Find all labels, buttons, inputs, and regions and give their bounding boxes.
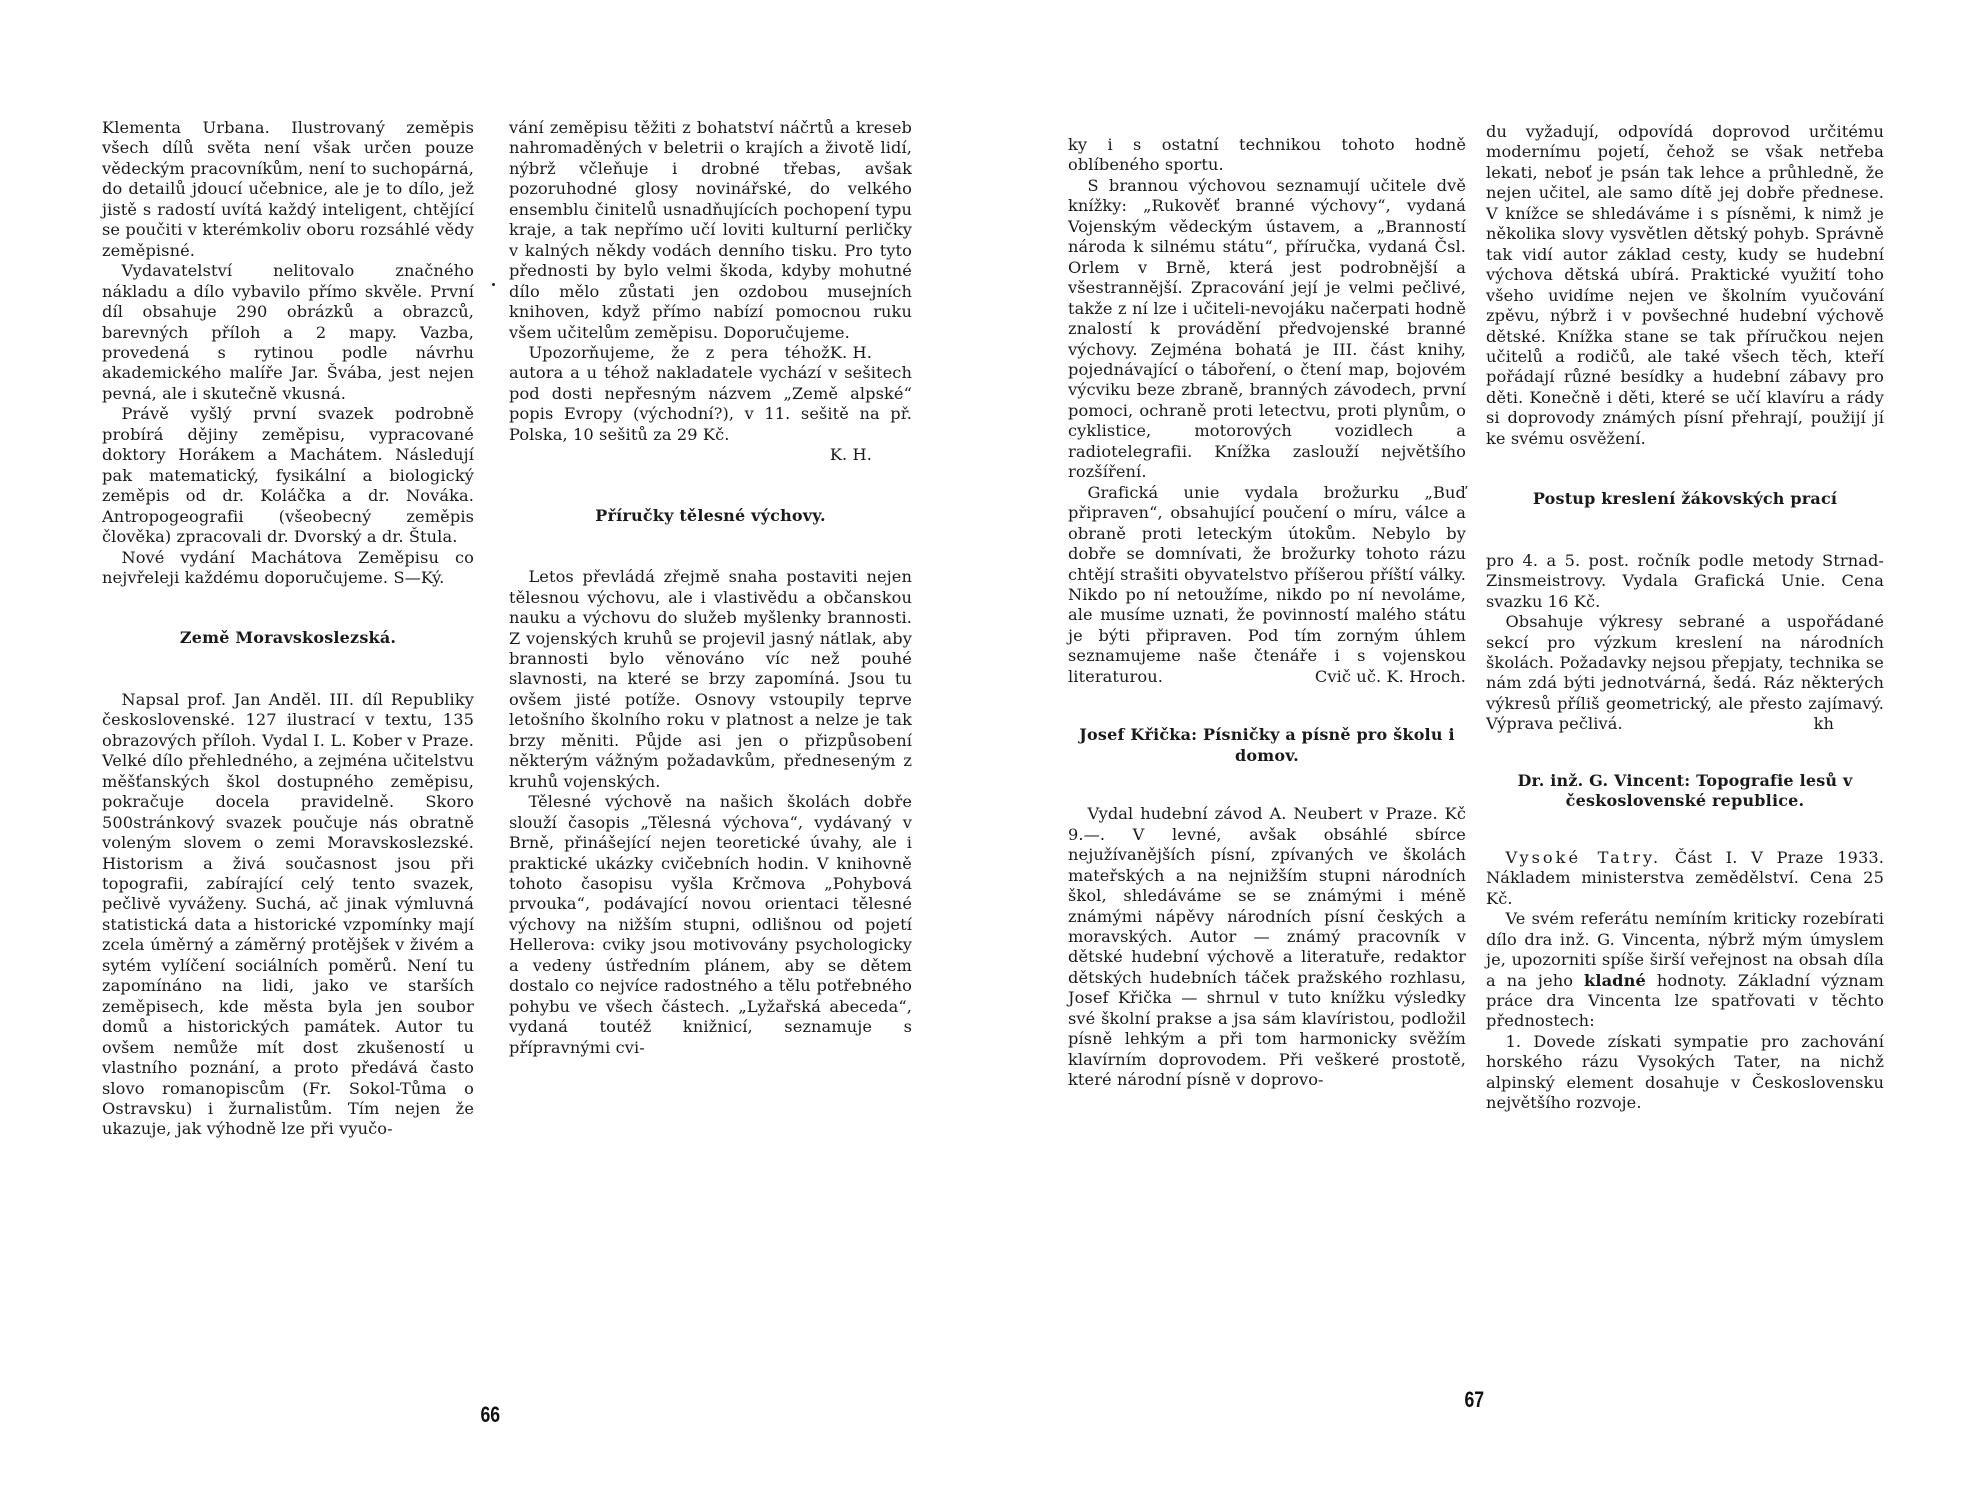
paragraph-text: Ve svém referátu nemíním kriticky rozebírati dílo dra inž. G. Vincenta, nýbrž mým úmyslem je, upozorniti spíše širší veřejnost na obsah díla a na jeho [1486, 909, 1884, 990]
page-number: 67 [1464, 1387, 1485, 1412]
signature: K. H. [829, 445, 872, 465]
paragraph: ky i s ostatní technikou tohoto hodně oblíbeného sportu. [1068, 135, 1466, 175]
section-heading: Dr. inž. G. Vincent: Topografie lesů v československé republice. [1517, 770, 1853, 811]
section-heading: Postup kreslení žákovských prací [1532, 489, 1838, 509]
page-66-column-1 [102, 118, 474, 1140]
page-67-column-1 [1068, 135, 1466, 1091]
paragraph: Klementa Urbana. Ilustrovaný zeměpis všech dílů světa není však určen pouze vědeckým pracovníkům, není to suchopárná, do detailů jdoucí učebnice, ale je to dílo, jež jistě s radostí uvítá každý inteligent, chtějící se poučiti v kterémkoliv oboru rozsáhlé vědy zeměpisné. [102, 118, 474, 260]
page-66-column-2 [509, 118, 912, 1058]
paragraph [1068, 483, 1466, 688]
section-heading: Josef Křička: Písničky a písně pro školu i domov. [1079, 725, 1455, 765]
page-number: 66 [480, 1402, 501, 1427]
paragraph: du vyžadují, odpovídá doprovod určitému modernímu pojetí, čehož se však netřeba lekati, neboť je psán tak lehce a průhledně, že nejen učitel, ale samo dítě jej dobře přednese. V knížce se shledáváme i s písněmi, k nimž je několika slovy vysvětlen dětský pohyb. Správně tak vidí autor základ cesty, kudy se hudební výchova dětská ubírá. Praktické využití toho všeho uvidíme nejen ve školním vyučování zpěvu, nýbrž i v povšechné hudební výchově dětské. Knížka stane se tak příručkou nejen učitelů a rodičů, ale také všech těch, kteří pořádají různé besídky a hudební zábavy pro děti. Konečně i děti, které se učí klavíru a rády si doprovody známých písní přehrají, použijí jí ke svému osvěžení. [1486, 122, 1884, 448]
paragraph: Vydavatelství nelitovalo značného nákladu a dílo vybavilo přímo skvěle. První díl obsahuje 290 obrázků a obrazců, barevných příloh a 2 mapy. Vazba, provedená s rytinou podle návrhu akademického malíře Jar. Švába, jest nejen pevná, ale i skutečně vkusná. [102, 261, 474, 403]
paragraph: Napsal prof. Jan Anděl. III. díl Republiky československé. 127 ilustrací v textu, 135 obrazových příloh. Vydal I. L. Kober v Praze. Velké dílo přehledného, a zejména učitelstvu měšťanských škol dostupného zeměpisu, pokračuje docela pravidelně. Skoro 500stránkový svazek poučuje nás obratně voleným slovem o zemi Moravskoslezské. Historism a živá současnost jsou při topografii, zabírající celý tento svazek, pečlivě vyváženy. Suchá, ač jinak výmluvná statistická data a historické vzpomínky mají zcela úměrný a záměrný protějšek v živém a sytém vylíčení sociálních poměrů. Není tu zapomínáno na lidi, jako ve starších zeměpisech, kde města byla jen soubor domů a historických památek. Autor tu ovšem nemůže mít dost zkušeností u vlastního poznání, a proto předává často slovo romanopiscům (Fr. Sokol-Tůma o Ostravsku) i žurnalistům. Tím nejen že ukazuje, jak výhodně lze při vyučo- [102, 689, 474, 1139]
signature: S—Ký. [393, 567, 445, 587]
page-right [981, 0, 1962, 1500]
section-heading: Země Moravskoslezská. [179, 628, 397, 648]
paragraph [1486, 848, 1884, 909]
paragraph: Letos převládá zřejmě snaha postaviti nejen tělesnou výchovu, ale i vlastivědu a občanskou nauku a výchovu do služeb myšlenky brannosti. Z vojenských kruhů se projevil jasný nátlak, aby brannosti bylo věnováno víc než pouhé slavnosti, na které se brzy zapomíná. Jsou tu ovšem jisté potíže. Osnovy vstoupily teprve letošního školního roku v platnost a nelze je tak brzy měniti. Půjde asi jen o přizpůsobení některým vážným požadavkům, předneseným z kruhů vojenských. [509, 567, 912, 791]
paragraph: Vydal hudební závod A. Neubert v Praze. Kč 9.—. V levné, avšak obsáhlé sbírce nejužívanějších písní, zpívaných ve školách mateřských a na nejnižším stupni národních škol, shledáváme se se známými i méně známými nápěvy národních písní českých a moravských. Autor — známý pracovník v dětské hudební výchově a literatuře, redaktor dětských hudebních táček pražského rozhlasu, Josef Křička — shrnul v tuto knížku výsledky své školní prakse a jsa sám klavíristou, podložil písně lehkým a při tom harmonicky svěžím klavírním doprovodem. Při veškeré prostotě, které národní písně v doprovo- [1068, 804, 1466, 1090]
paragraph-text: Obsahuje výkresy sebrané a uspořádané sekcí pro výzkum kreslení na národních školách. Požadavky nejsou přepjaty, technika se nám zdá býti jednotvárná, šedá. Ráz některých výkresů příliš geometrický, ale přesto zajímavý. Výprava pečlivá. [1486, 612, 1884, 734]
paragraph: Tělesné výchově na našich školách dobře slouží časopis „Tělesná výchova“, vydávaný v Brně, přinášející nejen teoretické úvahy, ale i praktické ukázky cvičebních hodin. V knihovně tohoto časopisu vyšla Krčmova „Pohybová prvouka“, podávající novou orientaci tělesné výchovy na nižším stupni, odlišnou od pojetí Hellerova: cviky jsou motivovány psychologicky a vedeny ústředním plánem, aby se dětem dostalo co nejvíce radostného a tělu potřebného pohybu ve všech částech. „Lyžařská abeceda“, vydaná toutéž knižnicí, seznamuje s přípravnými cvi- [509, 792, 912, 1057]
paragraph [1486, 909, 1884, 1032]
paragraph: Právě vyšlý první svazek podrobně probírá dějiny zeměpisu, vypracované doktory Horákem a Machátem. Následují pak matematický, fysikální a biologický zeměpis od dr. Koláčka a dr. Nováka. Antropogeografii (všeobecný zeměpis člověka) zpracovali dr. Dvorský a dr. Štula. [102, 404, 474, 547]
paragraph-text: Upozorňujeme, že z pera téhož autora a u téhož nakladatele vychází v sešitech pod dosti nepřesným názvem „Země alpské“ popis Evropy (východní?), v 11. sešitě na př. Polska, 10 sešitů za 29 Kč. [509, 342, 912, 444]
paragraph [102, 548, 474, 589]
scan-speck [492, 283, 495, 286]
paragraph [1486, 612, 1884, 735]
paragraph: pro 4. a 5. post. ročník podle metody Strnad-Zinsmeistrovy. Vydala Grafická Unie. Cena svazku 16 Kč. [1486, 550, 1884, 611]
bold-word: kladné [1584, 970, 1646, 990]
paragraph [509, 118, 912, 362]
page-67-column-2 [1486, 122, 1884, 1114]
paragraph-text: Nové vydání Machátova Zeměpisu co nejvřeleji každému doporučujeme. [102, 547, 474, 587]
paragraph-text: Grafická unie vydala brožurku „Buď připraven“, obsahující poučení o míru, válce a obraně proti leteckým útokům. Nebylo by dobře se domnívati, že brožurky tohoto rázu chtějí strašiti obyvatelstvo příšerou příští války. Nikdo po ní netoužíme, nikdo po ní nevoláme, ale musíme uznati, že povinností malého státu je býti připraven. Pod tím zorným úhlem seznamujeme naše čtenáře i s vojenskou literaturou. [1068, 482, 1466, 686]
signature: K. H. [829, 342, 872, 362]
paragraph-text: Část I. V Praze 1933. Nákladem ministerstva zemědělství. Cena 25 Kč. [1486, 847, 1884, 908]
paragraph-text: hodnoty. Základní význam práce dra Vincenta lze spatřovati v těchto přednostech: [1486, 970, 1884, 1031]
signature: Cvič uč. K. Hroch. [1314, 666, 1466, 686]
spaced-title: Vysoké Tatry. [1505, 847, 1662, 867]
paragraph: S brannou výchovou seznamují učitele dvě knížky: „Rukověť branné výchovy“, vydaná Vojenským vědeckým ústavem, a „Branností národa k silnému státu“, příručka, vydaná Čsl. Orlem v Brně, která jest podrobnější a všestrannější. Zpracování její je velmi pečlivé, takže z ní lze i učiteli-nevojáku načerpati hodně znalostí k provádění předvojenské branné výchovy. Zejména bohatá je III. část knihy, pojednávající o táboření, o čtení map, bojovém výcviku beze zbraně, branných závodech, první pomoci, ochraně proti letectvu, proti plynům, o cyklistice, motorových vozidlech a radiotelegrafii. Knížka zaslouží největšího rozšíření. [1068, 175, 1466, 482]
signature: kh [1813, 714, 1834, 734]
paragraph-text: vání zeměpisu těžiti z bohatství náčrtů a kreseb nahromaděných v beletrii o krajích a životě lidí, nýbrž včleňuje i drobné třebas, avšak pozoruhodné glosy novinářské, do velkého ensemblu činitelů usnadňujících pochopení typu kraje, a tak nepřímo učí loviti kulturní perličky v kalných někdy vodách denního tisku. Pro tyto přednosti by bylo velmi škoda, kdyby mohutné dílo mělo zůstati jen ozdobou musejních knihoven, když přímo nabízí pomocnou ruku všem učitelům zeměpisu. Doporučujeme. [509, 118, 912, 342]
section-heading: Příručky tělesné výchovy. [595, 505, 826, 525]
paragraph: 1. Dovede získati sympatie pro zachování horského rázu Vysokých Tater, na nichž alpinský element dosahuje v Československu největšího rozvoje. [1486, 1031, 1884, 1113]
